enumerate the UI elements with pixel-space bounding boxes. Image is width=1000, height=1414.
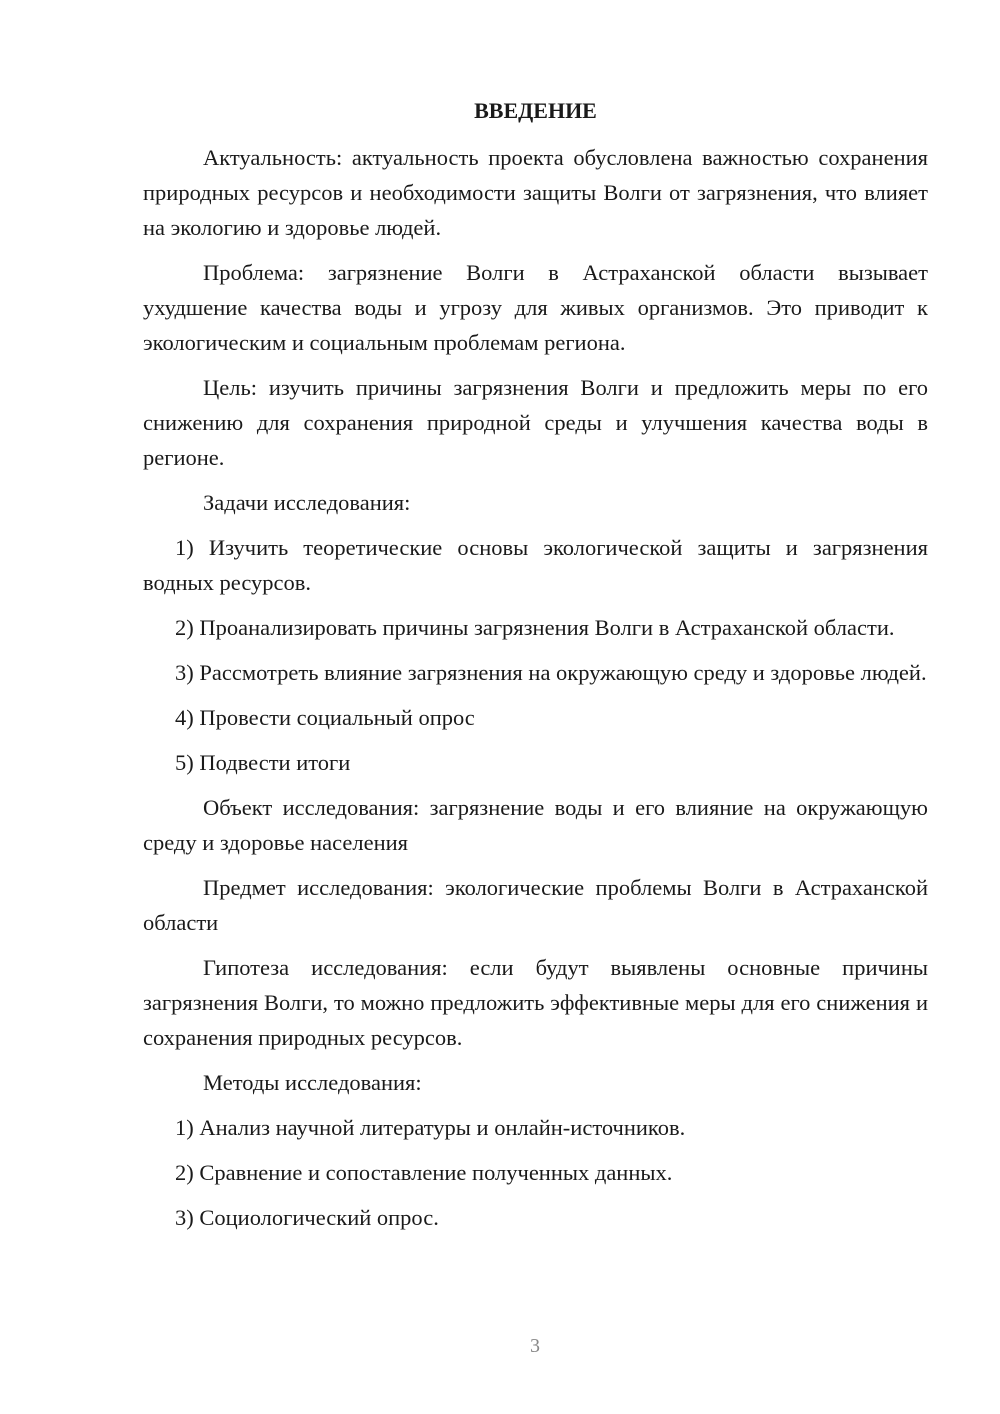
task-item-2: 2) Проанализировать причины загрязнения Волги в Астраханской области. bbox=[175, 615, 895, 640]
tasks-title: Задачи исследования: bbox=[203, 490, 411, 515]
task-item-3: 3) Рассмотреть влияние загрязнения на окружающую среду и здоровье людей. bbox=[175, 660, 927, 685]
methods-title: Методы исследования: bbox=[203, 1070, 422, 1095]
task-item-4: 4) Провести социальный опрос bbox=[175, 705, 475, 730]
task-item-5: 5) Подвести итоги bbox=[175, 750, 351, 775]
relevance-paragraph: Актуальность: актуальность проекта обусловлена важностью сохранения природных ресурсов и необходимости защиты Волги от загрязнения, что влияет на экологию и здоровье людей. bbox=[143, 145, 928, 240]
method-item-2: 2) Сравнение и сопоставление полученных данных. bbox=[175, 1160, 673, 1185]
method-item-3: 3) Социологический опрос. bbox=[175, 1205, 439, 1230]
problem-paragraph: Проблема: загрязнение Волги в Астраханской области вызывает ухудшение качества воды и угрозу для живых организмов. Это приводит к экологическим и социальным проблемам региона. bbox=[143, 260, 928, 355]
method-item-1: 1) Анализ научной литературы и онлайн-источников. bbox=[175, 1115, 686, 1140]
page-number: 3 bbox=[530, 1335, 540, 1357]
object-paragraph: Объект исследования: загрязнение воды и его влияние на окружающую среду и здоровье населения bbox=[143, 795, 928, 855]
hypothesis-paragraph: Гипотеза исследования: если будут выявлены основные причины загрязнения Волги, то можно предложить эффективные меры для его снижения и сохранения природных ресурсов. bbox=[143, 955, 928, 1050]
goal-paragraph: Цель: изучить причины загрязнения Волги и предложить меры по его снижению для сохранения природной среды и улучшения качества воды в регионе. bbox=[143, 375, 928, 470]
task-item-1: 1) Изучить теоретические основы экологической защиты и загрязнения водных ресурсов. bbox=[143, 535, 928, 595]
document-page bbox=[143, 96, 928, 1245]
subject-paragraph: Предмет исследования: экологические проблемы Волги в Астраханской области bbox=[143, 875, 928, 935]
section-heading: ВВЕДЕНИЕ bbox=[474, 98, 597, 123]
